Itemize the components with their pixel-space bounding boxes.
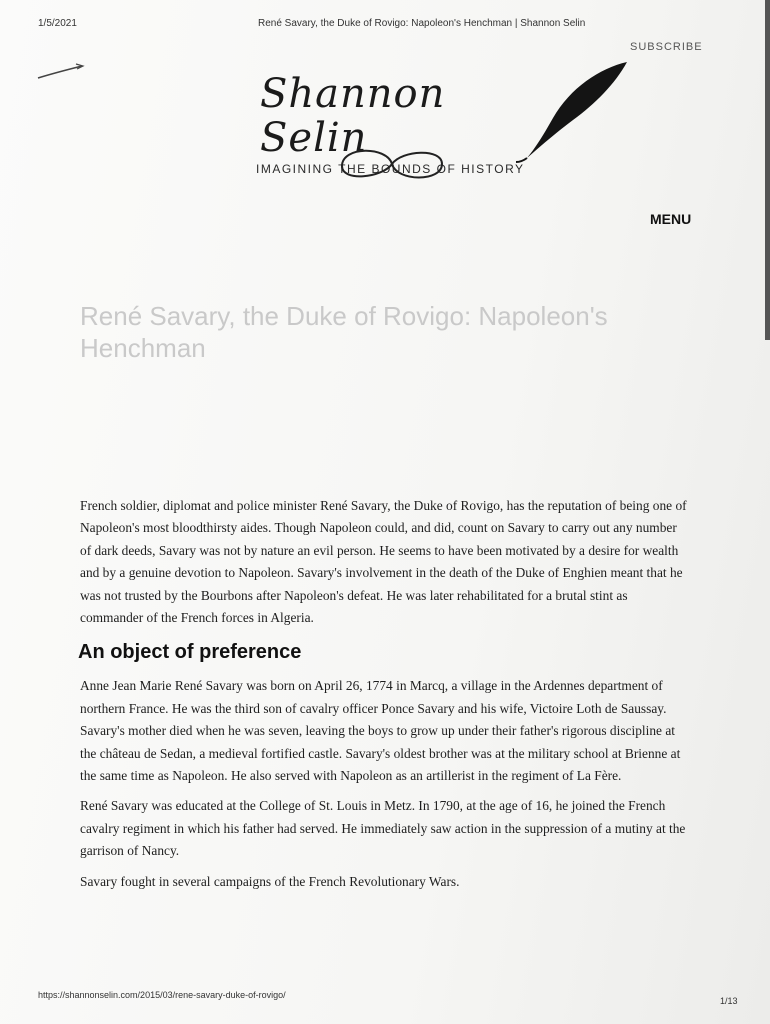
section-heading: An object of preference — [78, 641, 302, 664]
brand-name: Shannon Selin — [260, 71, 446, 161]
brand-tagline: IMAGINING THE BOUNDS OF HISTORY — [256, 162, 525, 176]
body-paragraph: Savary fought in several campaigns of the French Revolutionary Wars. — [80, 873, 460, 889]
flourish-icon — [332, 138, 452, 188]
body-paragraph: René Savary was educated at the College of St. Louis in Metz. In 1790, at the age of 16, he joined the French cavalry regiment in which his father had served. He immediately saw action in the suppression of a mutiny at the garrison of Nancy. — [80, 798, 686, 859]
subscribe-link[interactable]: SUBSCRIBE — [630, 41, 703, 53]
body-paragraph: Anne Jean Marie René Savary was born on April 26, 1774 in Marcq, a village in the Ardennes department of northern France. He was the third son of cavalry officer Ponce Savary and his wife, Victoire Loth de Saussay. Savary's mother died when he was seven, leaving the boys to grow up under their father's rigorous discipline at the château de Sedan, a medieval fortified castle. Savary's oldest brother was at the military school at Brienne at the same time as Napoleon. He also served with Napoleon as an artillerist in the regiment of La Fère. — [80, 678, 681, 784]
print-url: https://shannonselin.com/2015/03/rene-savary-duke-of-rovigo/ — [38, 990, 286, 1000]
article-body — [80, 495, 690, 901]
print-date: 1/5/2021 — [38, 18, 77, 29]
article-title: René Savary, the Duke of Rovigo: Napoleon's Henchman — [80, 301, 608, 363]
pen-stroke-mark — [36, 60, 86, 82]
scan-edge-shadow — [765, 0, 770, 340]
quill-icon — [515, 58, 635, 163]
menu-button[interactable]: MENU — [650, 211, 692, 227]
print-doc-title: René Savary, the Duke of Rovigo: Napoleon's Henchman | Shannon Selin — [258, 18, 586, 29]
print-page-number: 1/13 — [720, 996, 738, 1006]
intro-paragraph: French soldier, diplomat and police minister René Savary, the Duke of Rovigo, has the reputation of being one of Napoleon's most bloodthirsty aides. Though Napoleon could, and did, count on Savary to carry out any number of dark deeds, Savary was not by nature an evil person. He seems to have been motivated by a desire for wealth and by a genuine devotion to Napoleon. Savary's involvement in the death of the Duke of Enghien meant that he was not trusted by the Bourbons after Napoleon's defeat. He was later rehabilitated for a brutal stint as commander of the French forces in Algeria. — [80, 498, 687, 626]
